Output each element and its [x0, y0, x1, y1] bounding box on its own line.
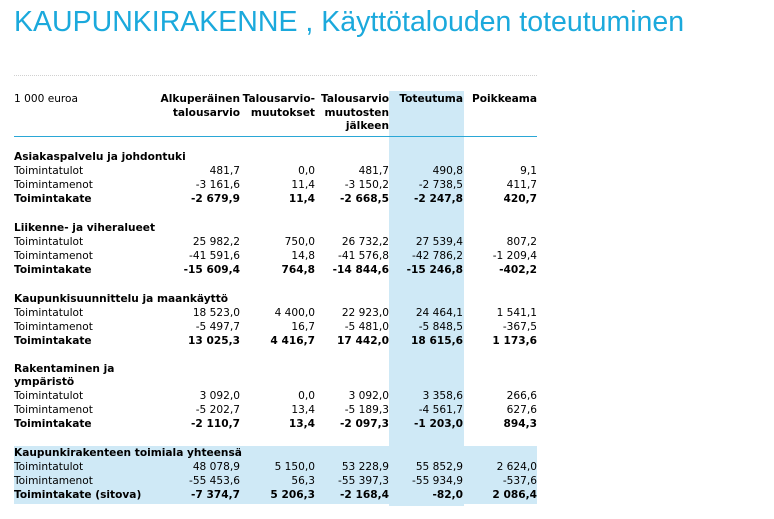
budget-after-cell: -14 844,6 — [332, 264, 389, 277]
budget-changes-cell: 13,4 — [288, 418, 315, 431]
actual-cell: -1 203,0 — [414, 418, 463, 431]
original-budget-cell: -3 161,6 — [195, 179, 240, 192]
budget-after-cell: 53 228,9 — [341, 461, 389, 473]
header-original-budget — [161, 93, 240, 120]
row-label: Toimintakate — [14, 264, 92, 277]
row-label: Toimintatulot — [14, 165, 84, 177]
budget-changes-cell: 13,4 — [291, 404, 315, 417]
budget-after-cell: -2 097,3 — [340, 418, 389, 431]
budget-changes-cell: 0,0 — [298, 390, 315, 402]
header-budget-after — [321, 93, 389, 134]
deviation-cell: 627,6 — [506, 404, 537, 417]
actual-cell: -42 786,2 — [412, 250, 463, 263]
budget-changes-cell: 14,8 — [291, 250, 315, 263]
original-budget-cell: -2 110,7 — [191, 418, 240, 431]
header-line: Talousarvio- — [242, 93, 315, 105]
budget-changes-cell: 16,7 — [291, 321, 315, 334]
original-budget-cell: -55 453,6 — [189, 475, 240, 488]
row-label: Toimintakate — [14, 193, 92, 206]
deviation-cell: 420,7 — [503, 193, 537, 206]
deviation-cell: 1 173,6 — [492, 335, 537, 348]
original-budget-cell: -7 374,7 — [191, 489, 240, 502]
section-title: Rakentaminen ja — [14, 363, 115, 375]
row-label: Toimintakate — [14, 335, 92, 348]
deviation-cell: 2 624,0 — [496, 461, 537, 473]
actual-cell: -4 561,7 — [418, 404, 463, 417]
actual-cell: -55 934,9 — [412, 475, 463, 488]
original-budget-cell: -5 497,7 — [195, 321, 240, 334]
actual-cell: 18 615,6 — [411, 335, 463, 348]
row-label: Toimintamenot — [14, 475, 93, 488]
original-budget-cell: 481,7 — [209, 165, 240, 177]
actual-cell: 490,8 — [432, 165, 463, 177]
budget-after-cell: -5 189,3 — [344, 404, 389, 417]
deviation-cell: 9,1 — [520, 165, 537, 177]
deviation-cell: -537,6 — [502, 475, 537, 488]
row-label: Toimintamenot — [14, 250, 93, 263]
deviation-cell: 266,6 — [506, 390, 537, 402]
budget-after-cell: -3 150,2 — [344, 179, 389, 192]
original-budget-cell: 13 025,3 — [188, 335, 240, 348]
actual-cell: 3 358,6 — [422, 390, 463, 402]
section-title: ympäristö — [14, 376, 75, 388]
budget-changes-cell: 5 150,0 — [274, 461, 315, 473]
header-rule — [14, 136, 537, 137]
header-line: talousarvio — [172, 106, 240, 119]
header-budget-changes — [243, 93, 315, 120]
actual-cell: -5 848,5 — [418, 321, 463, 334]
budget-changes-cell: 764,8 — [281, 264, 315, 277]
row-label: Toimintamenot — [14, 321, 93, 334]
header-actual: Toteutuma — [399, 93, 463, 105]
deviation-cell: -367,5 — [502, 321, 537, 334]
header-line: muutokset — [250, 106, 315, 119]
budget-changes-cell: 11,4 — [291, 179, 315, 192]
actual-cell: -82,0 — [432, 489, 463, 502]
original-budget-cell: 48 078,9 — [192, 461, 240, 473]
section-title: Kaupunkisuunnittelu ja maankäyttö — [14, 293, 229, 305]
budget-after-cell: -41 576,8 — [338, 250, 389, 263]
unit-label: 1 000 euroa — [14, 93, 79, 105]
budget-after-cell: -2 668,5 — [340, 193, 389, 206]
row-label: Toimintakate — [14, 418, 92, 431]
actual-cell: -15 246,8 — [406, 264, 463, 277]
original-budget-cell: 25 982,2 — [192, 236, 240, 248]
row-label: Toimintakate (sitova) — [14, 489, 142, 502]
row-label: Toimintatulot — [14, 236, 84, 248]
header-deviation: Poikkeama — [471, 93, 537, 105]
budget-after-cell: 17 442,0 — [337, 335, 389, 348]
original-budget-cell: 18 523,0 — [192, 307, 240, 319]
header-line: Alkuperäinen — [160, 93, 240, 105]
deviation-cell: 411,7 — [506, 179, 537, 192]
header-line: muutosten — [324, 106, 389, 119]
original-budget-cell: -5 202,7 — [195, 404, 240, 417]
actual-column-highlight — [389, 91, 464, 506]
row-label: Toimintatulot — [14, 390, 84, 402]
budget-changes-cell: 56,3 — [291, 475, 315, 488]
budget-changes-cell: 0,0 — [298, 165, 315, 177]
budget-after-cell: 22 923,0 — [341, 307, 389, 319]
budget-after-cell: -2 168,4 — [340, 489, 389, 502]
budget-changes-cell: 5 206,3 — [270, 489, 315, 502]
original-budget-cell: -15 609,4 — [183, 264, 240, 277]
row-label: Toimintamenot — [14, 179, 93, 192]
deviation-cell: -1 209,4 — [492, 250, 537, 263]
original-budget-cell: -41 591,6 — [189, 250, 240, 263]
deviation-cell: -402,2 — [499, 264, 537, 277]
actual-cell: -2 247,8 — [414, 193, 463, 206]
header-line: jälkeen — [345, 120, 389, 132]
page-title: KAUPUNKIRAKENNE , Käyttötalouden toteutuminen — [14, 6, 685, 38]
original-budget-cell: 3 092,0 — [199, 390, 240, 402]
actual-cell: 27 539,4 — [415, 236, 463, 248]
section-title: Asiakaspalvelu ja johdontuki — [14, 151, 186, 163]
actual-cell: 24 464,1 — [415, 307, 463, 319]
deviation-cell: 1 541,1 — [496, 307, 537, 319]
row-label: Toimintamenot — [14, 404, 93, 417]
dotted-divider — [14, 75, 537, 76]
budget-after-cell: -55 397,3 — [338, 475, 389, 488]
budget-after-cell: 26 732,2 — [341, 236, 389, 248]
budget-after-cell: 481,7 — [358, 165, 389, 177]
deviation-cell: 2 086,4 — [492, 489, 537, 502]
row-label: Toimintatulot — [14, 461, 84, 473]
actual-cell: -2 738,5 — [418, 179, 463, 192]
section-title: Liikenne- ja viheralueet — [14, 222, 156, 234]
budget-changes-cell: 750,0 — [284, 236, 315, 248]
deviation-cell: 894,3 — [503, 418, 537, 431]
budget-changes-cell: 4 400,0 — [274, 307, 315, 319]
budget-after-cell: 3 092,0 — [348, 390, 389, 402]
deviation-cell: 807,2 — [506, 236, 537, 248]
actual-cell: 55 852,9 — [415, 461, 463, 473]
section-title: Kaupunkirakenteen toimiala yhteensä — [14, 447, 242, 459]
header-line: Talousarvio — [321, 93, 389, 105]
budget-changes-cell: 4 416,7 — [270, 335, 315, 348]
budget-after-cell: -5 481,0 — [344, 321, 389, 334]
original-budget-cell: -2 679,9 — [191, 193, 240, 206]
row-label: Toimintatulot — [14, 307, 84, 319]
budget-changes-cell: 11,4 — [288, 193, 315, 206]
